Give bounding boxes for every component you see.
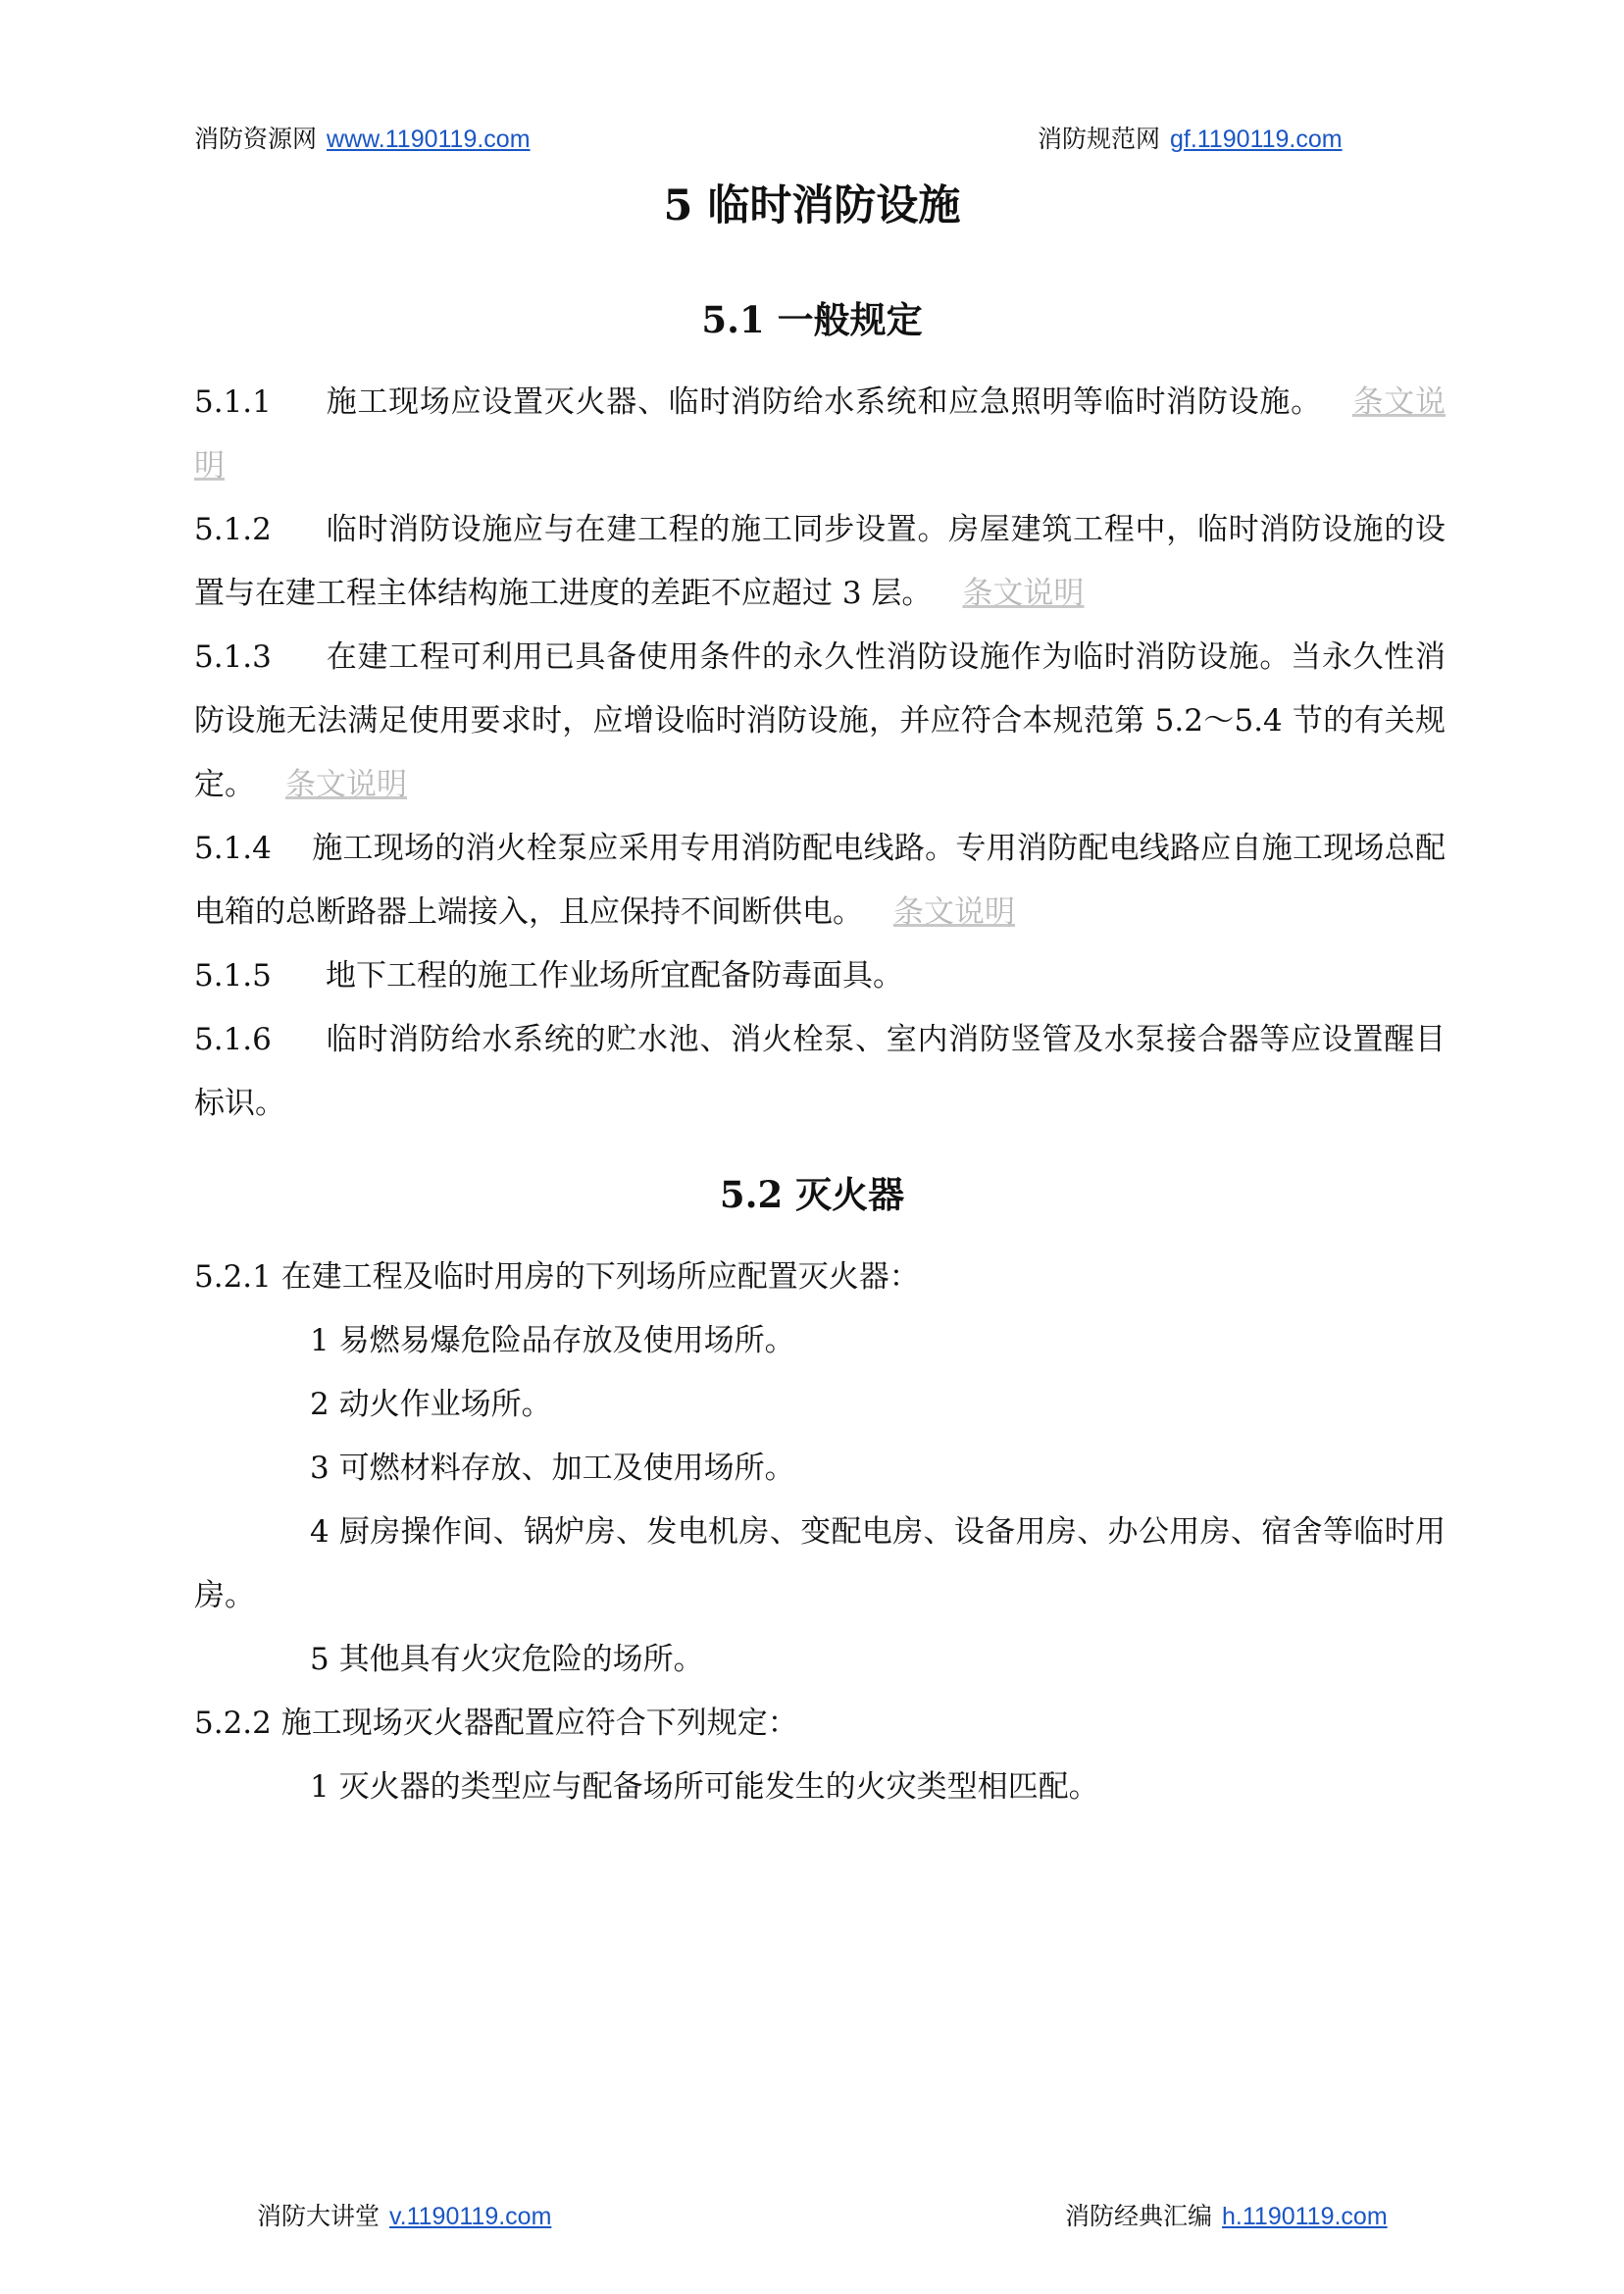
clause-text: 临时消防给水系统的贮水池、消火栓泵、室内消防竖管及水泵接合器等应设置醒目标识。 [194,1022,1446,1121]
clause-text: 施工现场的消火栓泵应采用专用消防配电线路。专用消防配电线路应自施工现场总配电箱的总断路器上端接入，且应保持不间断供电。 [194,831,1446,930]
list-item: 1 易燃易爆危险品存放及使用场所。 [310,1323,795,1358]
footer-right-link[interactable]: h.1190119.com [1222,2203,1388,2230]
clause-5-1-1 [194,371,1446,498]
section-5-1-title: 5.1 一般规定 [701,298,923,341]
clause-number: 5.1.3 [194,639,272,675]
footer-left-link[interactable]: v.1190119.com [389,2203,552,2230]
clause-number: 5.1.5 [194,958,272,994]
clause-5-2-2: 5.2.2 施工现场灭火器配置应符合下列规定： [194,1706,798,1741]
clause-5-1-5 [194,944,1446,1008]
header-right [1038,120,1343,155]
footer-right-label: 消防经典汇编 [1065,2202,1213,2230]
clause-text: 临时消防设施应与在建工程的施工同步设置。房屋建筑工程中，临时消防设施的设置与在建工程主体结构施工进度的差距不应超过 3 层。 [194,512,1446,611]
header-right-label: 消防规范网 [1038,125,1161,153]
header-right-link[interactable]: gf.1190119.com [1170,126,1343,153]
clause-5-1-2 [194,498,1446,626]
clause-text: 施工现场应设置灭火器、临时消防给水系统和应急照明等临时消防设施。 [326,384,1322,420]
clause-text: 在建工程可利用已具备使用条件的永久性消防设施作为临时消防设施。当永久性消防设施无法满足使用要求时，应增设临时消防设施，并应符合本规范第 5.2～5.4 节的有关规定。 [194,639,1446,802]
clause-5-1-6 [194,1008,1446,1136]
clause-5-1-3 [194,626,1446,817]
list-item: 3 可燃材料存放、加工及使用场所。 [310,1451,795,1486]
header-left [194,120,531,155]
clause-number: 5.1.1 [194,384,272,420]
section-5-1-body [194,371,1446,1136]
clause-number: 5.1.4 [194,831,272,866]
clause-number: 5.1.6 [194,1022,272,1057]
clause-note-link[interactable]: 条文说明 [285,767,407,802]
clause-note-link[interactable]: 条文说明 [962,576,1085,611]
clause-text: 地下工程的施工作业场所宜配备防毒面具。 [326,958,903,994]
clause-5-1-4 [194,817,1446,944]
footer-right [1065,2197,1388,2232]
clause-note-link[interactable]: 条文说明 [893,894,1015,930]
clause-number: 5.1.2 [194,512,272,547]
list-item: 2 动火作业场所。 [310,1387,552,1422]
footer-left-label: 消防大讲堂 [257,2202,381,2230]
header-left-label: 消防资源网 [194,125,318,153]
list-item: 1 灭火器的类型应与配备场所可能发生的火灾类型相匹配。 [310,1769,1099,1805]
section-5-2-body [194,1246,1446,1819]
section-5-2-title: 5.2 灭火器 [719,1173,905,1216]
list-item: 4 厨房操作间、锅炉房、发电机房、变配电房、设备用房、办公用房、宿舍等临时用房。 [194,1514,1446,1613]
clause-5-2-1: 5.2.1 在建工程及临时用房的下列场所应配置灭火器： [194,1259,920,1295]
chapter-title: 5 临时消防设施 [663,181,961,230]
clause-note-link[interactable]: 条文说明 [194,384,1446,484]
list-item: 5 其他具有火灾危险的场所。 [310,1642,704,1677]
footer-left [257,2197,551,2232]
header-left-link[interactable]: www.1190119.com [327,126,531,153]
